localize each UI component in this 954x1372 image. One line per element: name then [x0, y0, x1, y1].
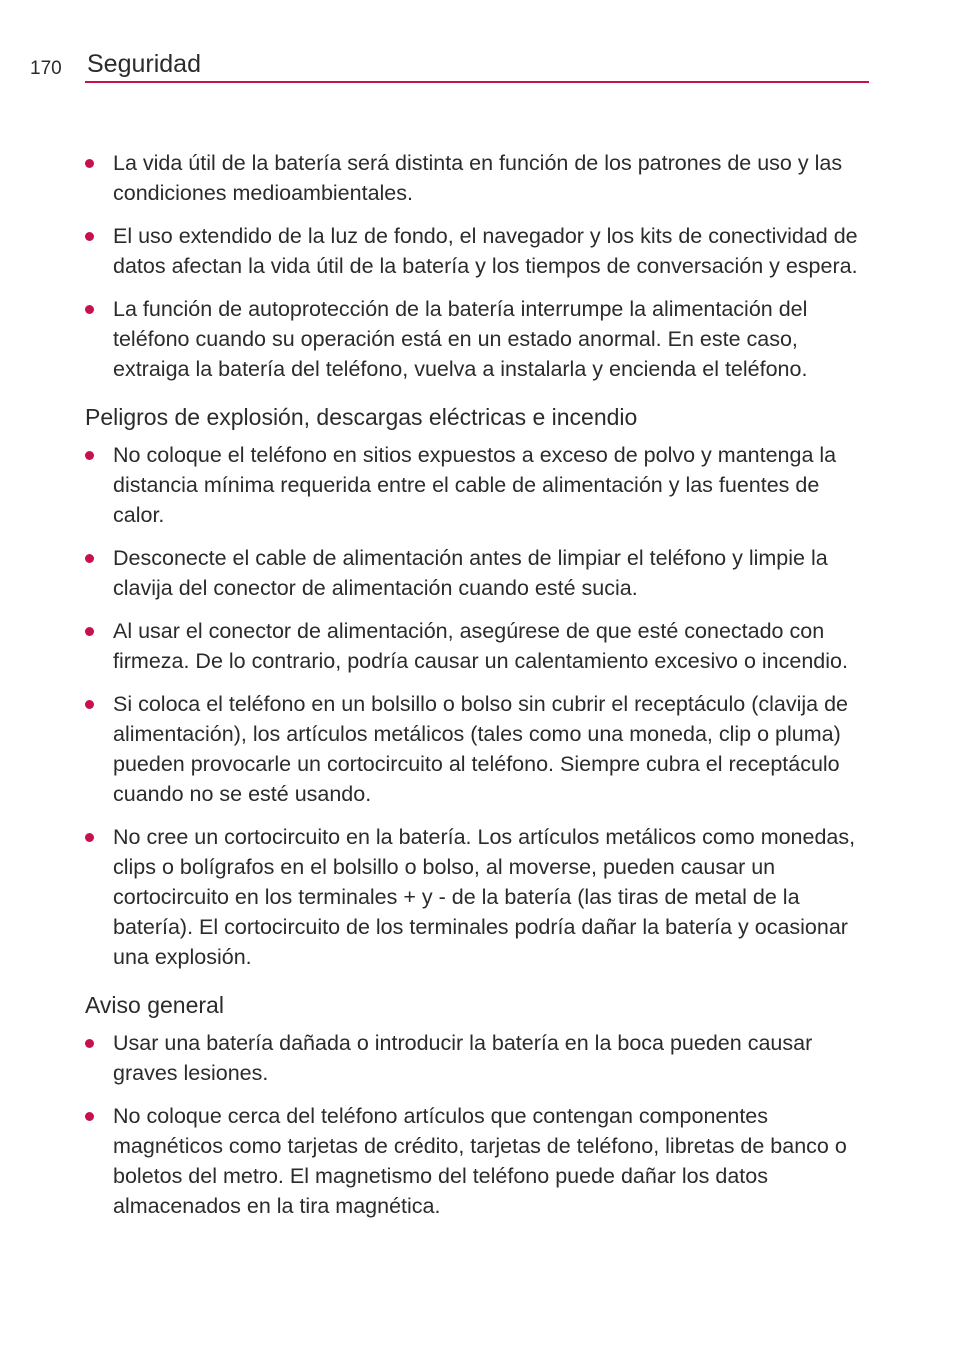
list-item-text: No coloque cerca del teléfono artículos que contengan componentes magnéticos como tarjetas de crédito, tarjetas de teléfono, libretas de banco o boletos del metro. El magnetismo del teléfono puede dañar los datos almacenados en la tira magnética. [113, 1104, 847, 1218]
list-item-text: La función de autoprotección de la batería interrumpe la alimentación del teléfono cuando su operación está en un estado anormal. En este caso, extraiga la batería del teléfono, vuelva a instalarla y encienda el teléfono. [113, 297, 808, 381]
list-item [85, 822, 875, 972]
list-item-text: La vida útil de la batería será distinta en función de los patrones de uso y las condiciones medioambientales. [113, 151, 843, 205]
bullet-icon [85, 159, 94, 168]
list-item [85, 689, 875, 809]
list-item [85, 294, 875, 384]
list-item [85, 221, 875, 281]
page-content [85, 148, 875, 1234]
list-item [85, 1101, 875, 1221]
list-item-text: Al usar el conector de alimentación, asegúrese de que esté conectado con firmeza. De lo contrario, podría causar un calentamiento excesivo o incendio. [113, 619, 848, 673]
section-title: Seguridad [87, 50, 201, 78]
bullet-icon [85, 627, 94, 636]
bullet-icon [85, 833, 94, 842]
battery-list [85, 148, 875, 384]
list-item-text: No cree un cortocircuito en la batería. Los artículos metálicos como monedas, clips o bolígrafos en el bolsillo o bolso, al moverse, pueden causar un cortocircuito en los terminales + y - de la batería (las tiras de metal de la batería). El cortocircuito de los terminales podría dañar la batería y ocasionar una explosión. [113, 825, 856, 969]
list-item [85, 440, 875, 530]
bullet-icon [85, 1112, 94, 1121]
bullet-icon [85, 305, 94, 314]
hazards-list [85, 440, 875, 972]
list-item-text: Desconecte el cable de alimentación antes de limpiar el teléfono y limpie la clavija del conector de alimentación cuando esté sucia. [113, 546, 828, 600]
bullet-icon [85, 451, 94, 460]
list-item-text: Si coloca el teléfono en un bolsillo o bolso sin cubrir el receptáculo (clavija de alimentación), los artículos metálicos (tales como una moneda, clip o pluma) pueden provocarle un cortocircuito al teléfono. Siempre cubra el receptáculo cuando no se esté usando. [113, 692, 848, 806]
list-item [85, 1028, 875, 1088]
general-notice-heading: Aviso general [85, 992, 224, 1018]
explosion-hazards-heading: Peligros de explosión, descargas eléctricas e incendio [85, 404, 638, 430]
bullet-icon [85, 700, 94, 709]
page-number: 170 [30, 58, 62, 79]
header-divider [85, 81, 869, 83]
general-notice-list [85, 1028, 875, 1221]
bullet-icon [85, 1039, 94, 1048]
list-item [85, 148, 875, 208]
list-item-text: El uso extendido de la luz de fondo, el navegador y los kits de conectividad de datos afectan la vida útil de la batería y los tiempos de conversación y espera. [113, 224, 858, 278]
list-item-text: Usar una batería dañada o introducir la batería en la boca pueden causar graves lesiones. [113, 1031, 813, 1085]
page-header [30, 50, 870, 84]
list-item [85, 616, 875, 676]
list-item-text: No coloque el teléfono en sitios expuestos a exceso de polvo y mantenga la distancia mínima requerida entre el cable de alimentación y las fuentes de calor. [113, 443, 837, 527]
bullet-icon [85, 232, 94, 241]
bullet-icon [85, 554, 94, 563]
list-item [85, 543, 875, 603]
